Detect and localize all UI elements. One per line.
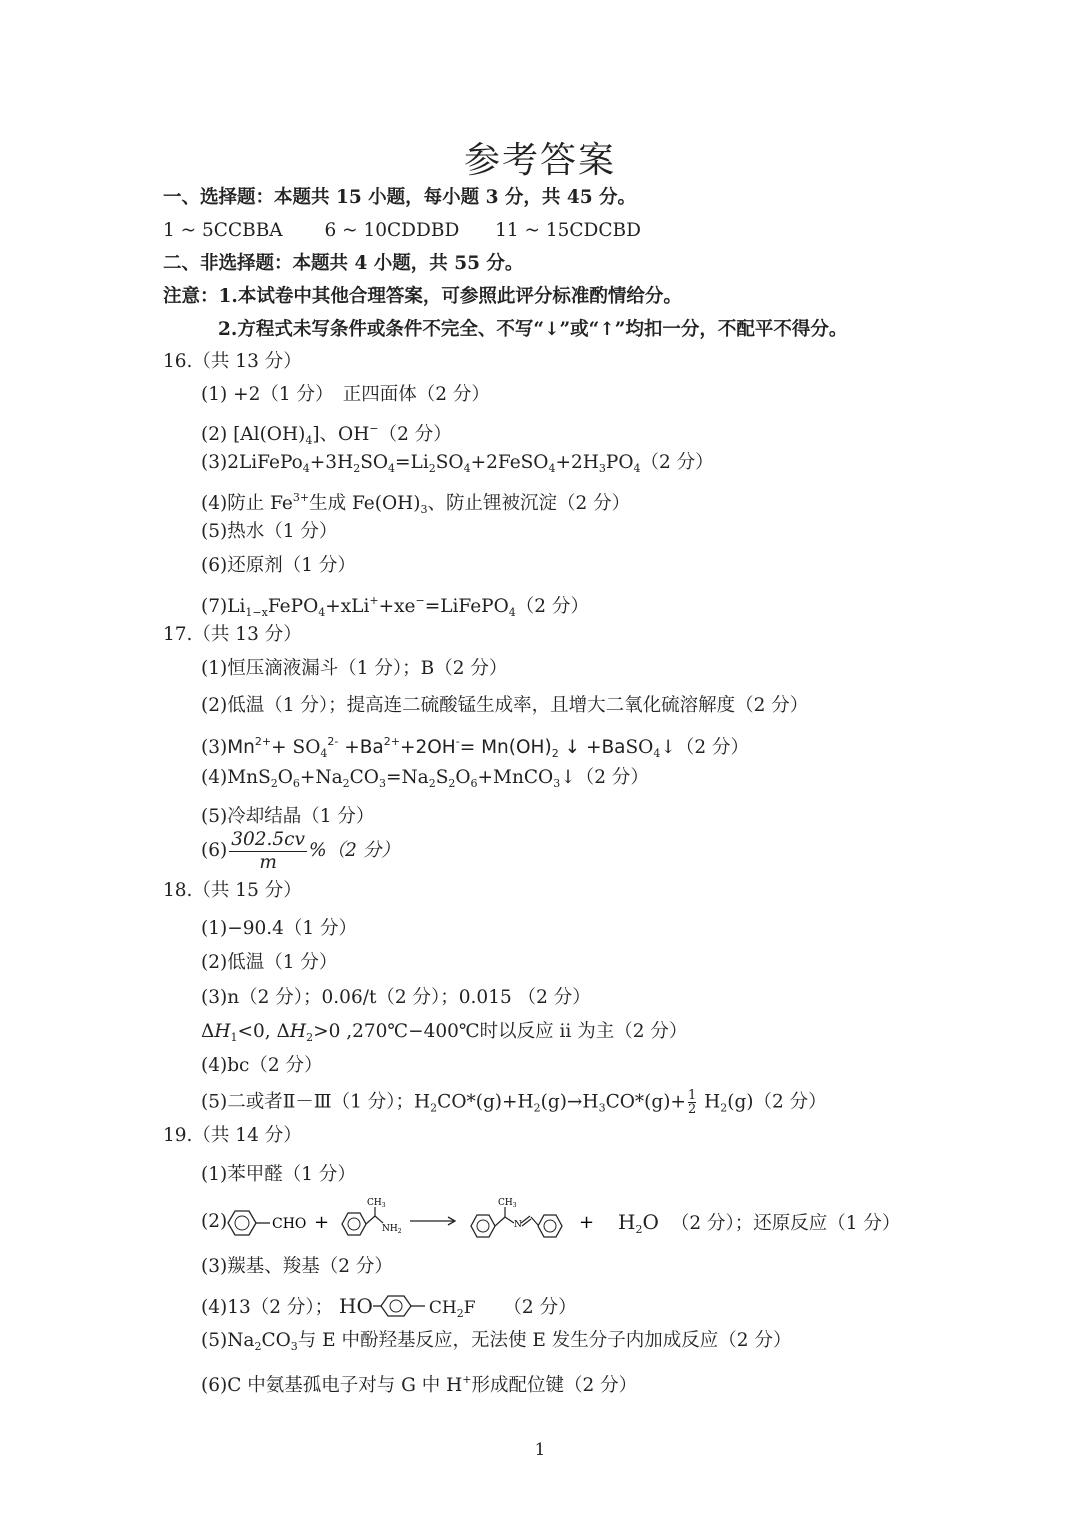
q17-answer-6: (6) $\frac{302.5cv}{m}$ %（2 分） (201, 828, 400, 873)
q18-answer-1: (1)−90.4（1 分） (201, 918, 358, 939)
page-number: 1 (534, 1440, 546, 1460)
q18-answer-2: (2)低温（1 分） (201, 952, 338, 973)
note-2: 2.方程式未写条件或条件不完全、不写“↓”或“↑”均扣一分，不配平不得分。 (218, 319, 848, 340)
benzene-ring-icon (228, 1211, 256, 1235)
q19-answer-2-label: (2) (201, 1211, 228, 1232)
q16-answer-7: $(7)Li_{1-x}FePO_4+xLi^++xe^-=LiFePO_4(2$ 分） (201, 594, 589, 619)
benzene-ring-icon (538, 1215, 562, 1237)
q16-header: 16.（共 13 分） (163, 351, 302, 372)
q16-answer-4: (4)防止 $Fe^{3+}$生成 $Fe(OH)_3$、防止锂被沉淀（2 分） (201, 491, 631, 516)
amine-label: $NH_2$ (382, 1224, 402, 1235)
methyl-label: $CH_3$ (498, 1198, 517, 1209)
q19-answer-5: $(5)Na_2CO_3$与 E 中酚羟基反应，无法使 E 发生分子内加成反应（2 分） (201, 1330, 792, 1353)
plus-sign: + (314, 1212, 330, 1233)
q17-answer-4: $(4)MnS_2O_6+Na_2CO_3=Na_2S_2O_6+MnCO_3↓(2$ 分） (201, 767, 649, 790)
q18-header: 18.（共 15 分） (163, 880, 302, 901)
q18-answer-4: (4)bc（2 分） (201, 1055, 323, 1076)
q17-answer-5: (5)冷却结晶（1 分） (201, 806, 375, 827)
q17-answer-3: $(3)Mn^{2+}+ SO_4^{2-} +Ba^{2+}+2OH^-= Mn(OH)_2$ ↓ +BaSO$_4$↓（2 分） (201, 735, 749, 760)
q17-answer-2: (2)低温（1 分）；提高连二硫酸锰生成率，且增大二氧化硫溶解度（2 分） (201, 695, 809, 716)
section1-heading: 一、选择题：本题共 15 小题，每小题 3 分，共 45 分。 (163, 187, 637, 208)
q19-header: 19.（共 14 分） (163, 1125, 302, 1146)
methyl-label: $CH_3$ (367, 1198, 386, 1209)
page-title: 参考答案 (463, 140, 616, 181)
benzene-ring-icon (342, 1213, 366, 1235)
q16-answer-2: (2) $[Al(OH)_4]$、OH−（2 分） (201, 422, 452, 447)
para-phenylene-icon (373, 1295, 429, 1317)
choice-answers-1-5: 1 ~ 5CCBBA (163, 220, 283, 241)
choice-answers (163, 219, 641, 243)
q18-answer-5: (5)二或者Ⅱ－Ⅲ（1 分）；$H_2CO*(g)+H_2(g)\to H_3CO*(g)+$ $\frac{1}{2} H_2(g)(2$ 分） (201, 1088, 827, 1117)
note-1: 注意：1.本试卷中其他合理答案，可参照此评分标准酌情给分。 (163, 286, 682, 307)
choice-answers-6-10: 6 ~ 10CDDBD (324, 220, 460, 241)
cho-group: CHO (272, 1216, 307, 1232)
q16-answer-6: (6)还原剂（1 分） (201, 555, 356, 576)
q19-answer-2-tail: $H_2O$ （2 分）；还原反应（1 分） (618, 1210, 901, 1236)
nitrogen-label: N (514, 1220, 522, 1230)
q16-answer-3: $(3)2LiFePo_4+3H_2SO_4=Li_2SO_4+2FeSO_4+2H_3PO_4(2$ 分） (201, 452, 714, 475)
q19-answer-6: (6)C 中氨基孤电子对与 G 中 H+形成配位键（2 分） (201, 1373, 638, 1396)
half-fraction: $\frac{1}{2}$ (687, 1088, 697, 1117)
reaction-scheme (222, 1192, 622, 1248)
q16-answer-5: (5)热水（1 分） (201, 521, 338, 542)
benzene-ring-icon (471, 1215, 495, 1237)
choice-answers-11-15: 11 ~ 15CDCBD (495, 220, 641, 241)
q18-answer-3: (3)n（2 分）；0.06/t（2 分）；0.015 （2 分） (201, 987, 591, 1008)
section2-heading: 二、非选择题：本题共 4 小题，共 55 分。 (163, 253, 524, 274)
q19-answer-3: (3)羰基、羧基（2 分） (201, 1256, 393, 1277)
q18-answer-3-note: $\Delta H_1<0$, $\Delta H_2>0$ ,270℃−400℃时以反应 ii 为主（2 分） (201, 1021, 688, 1044)
q17-answer-1: (1)恒压滴液漏斗（1 分）；B（2 分） (201, 658, 508, 679)
q19-answer-1: (1)苯甲醛（1 分） (201, 1164, 356, 1185)
fraction: $\frac{302.5cv}{m}$ (231, 828, 305, 873)
q16-answer-1: (1) +2（1 分） 正四面体（2 分） (201, 384, 490, 405)
q17-header: 17.（共 13 分） (163, 624, 302, 645)
q19-answer-4: (4)13（2 分）； HO $CH_2F$ （2 分） (201, 1294, 577, 1320)
plus-sign: + (579, 1212, 595, 1233)
